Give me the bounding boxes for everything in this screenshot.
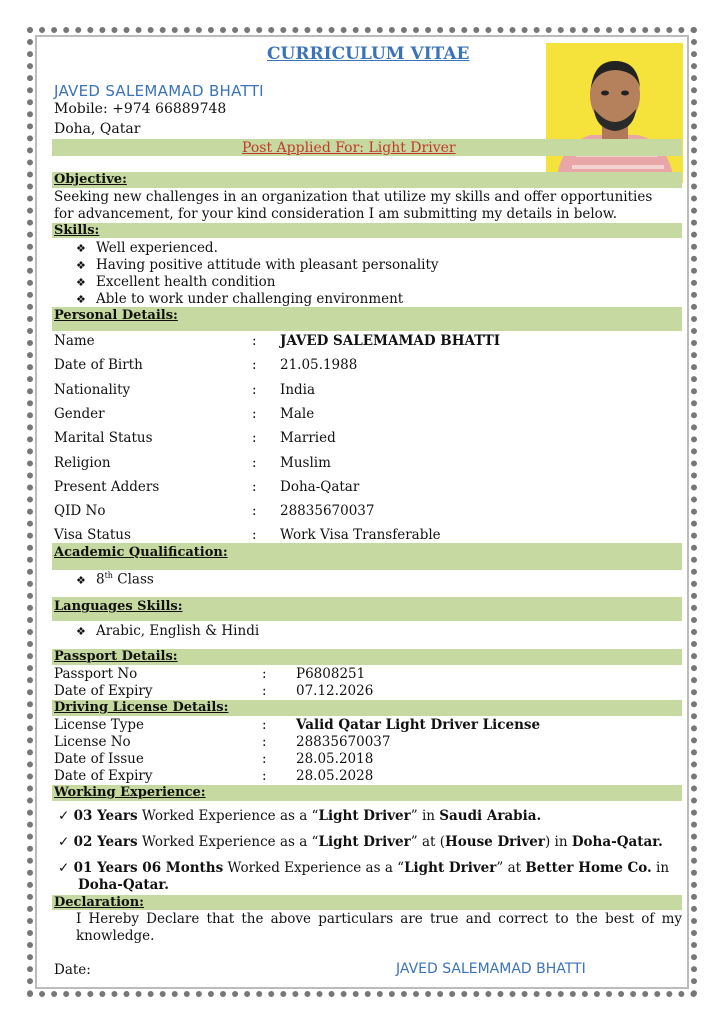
personal-band [52,307,682,331]
detail-value: JAVED SALEMAMAD BHATTI [280,333,501,349]
detail-value: 28.05.2028 [296,768,374,784]
detail-label: Date of Birth [54,357,143,374]
profile-photo [546,43,683,183]
applicant-name: JAVED SALEMAMAD BHATTI [54,82,264,100]
detail-value: 07.12.2026 [296,683,374,699]
academic-heading: Academic Qualification: [54,545,228,560]
colon: : [252,381,257,398]
colon: : [252,430,257,447]
skill-item: ❖ Excellent health condition [76,274,276,290]
colon: : [252,405,257,422]
check-icon: ✓ [58,860,70,876]
check-icon: ✓ [58,808,70,824]
detail-label: Marital Status [54,430,153,447]
colon: : [252,454,257,471]
detail-value: Doha-Qatar [280,478,360,495]
colon: : [252,503,257,520]
detail-value: 28835670037 [280,503,375,520]
colon: : [262,683,267,699]
detail-value: Muslim [280,454,331,471]
detail-label: Date of Expiry [54,768,153,784]
colon: : [262,666,267,682]
colon: : [262,734,267,750]
skill-item: ❖ Able to work under challenging environment [76,291,404,307]
signature-name: JAVED SALEMAMAD BHATTI [396,961,586,977]
detail-value: 28835670037 [296,734,391,750]
bullet-icon: ❖ [76,625,86,638]
detail-value: Valid Qatar Light Driver License [296,717,541,733]
academic-band [52,543,682,570]
personal-heading: Personal Details: [54,308,178,323]
experience-heading: Working Experience: [54,785,206,800]
bullet-icon: ❖ [76,573,86,587]
detail-label: Date of Issue [54,751,144,767]
detail-label: Nationality [54,381,131,398]
declaration-text: I Hereby Declare that the above particulars are true and correct to the best of my knowledge. [76,911,682,944]
driving-band [52,700,682,716]
skill-item: ❖ Well experienced. [76,240,218,256]
objective-line-2: for advancement, for your kind consideration I am submitting my details in below. [54,206,618,222]
bullet-icon: ❖ [76,259,86,272]
objective-heading: Objective: [54,172,127,187]
skill-item: ❖ Having positive attitude with pleasant personality [76,257,439,273]
post-applied: Post Applied For: Light Driver [242,140,456,156]
driving-heading: Driving License Details: [54,700,229,715]
declaration-heading: Declaration: [54,895,144,910]
detail-value: 28.05.2018 [296,751,374,767]
objective-line-1: Seeking new challenges in an organization that utilize my skills and offer opportunities [54,189,653,205]
passport-band [52,649,682,665]
date-label: Date: [54,962,91,978]
detail-label: Passport No [54,666,138,682]
colon: : [262,768,267,784]
declaration-band [52,895,682,910]
detail-label: QID No [54,503,106,520]
bullet-icon: ❖ [76,276,86,289]
detail-label: License Type [54,717,144,733]
experience-item: ✓ 03 Years Worked Experience as a “Light Driver” in Saudi Arabia. [58,808,542,824]
detail-value: 21.05.1988 [280,357,358,374]
post-applied-band [52,139,682,156]
mobile-line: Mobile: +974 66889748 [54,101,227,117]
colon: : [252,357,257,374]
skills-band [52,223,682,238]
location-line: Doha, Qatar [54,121,141,137]
language-item: ❖ Arabic, English & Hindi [76,623,260,639]
colon: : [262,717,267,733]
passport-heading: Passport Details: [54,649,178,664]
detail-value: Married [280,430,336,447]
detail-value: Work Visa Transferable [280,527,441,544]
colon: : [252,478,257,495]
academic-item: ❖ 8th Class [76,571,154,588]
objective-band [52,172,682,188]
document-title: CURRICULUM VITAE [267,44,470,64]
detail-label: Name [54,333,95,349]
detail-label: Visa Status [54,527,131,544]
detail-value: P6808251 [296,666,366,682]
experience-item: ✓ 02 Years Worked Experience as a “Light Driver” at (House Driver) in Doha-Qatar. [58,834,663,850]
detail-label: Date of Expiry [54,683,153,699]
languages-heading: Languages Skills: [54,599,183,614]
detail-value: India [280,381,316,398]
bullet-icon: ❖ [76,293,86,306]
experience-band [52,785,682,801]
colon: : [252,527,257,544]
detail-value: Male [280,405,315,422]
detail-label: License No [54,734,131,750]
skills-heading: Skills: [54,223,100,238]
bullet-icon: ❖ [76,242,86,255]
languages-band [52,597,682,621]
detail-label: Gender [54,405,105,422]
experience-item: ✓ 01 Years 06 Months Worked Experience as a “Light Driver” at Better Home Co. in Doha-Qatar. [58,860,670,893]
colon: : [262,751,267,767]
colon: : [252,333,257,349]
detail-label: Present Adders [54,478,160,495]
check-icon: ✓ [58,834,70,850]
detail-label: Religion [54,454,111,471]
objective-text [54,189,682,223]
